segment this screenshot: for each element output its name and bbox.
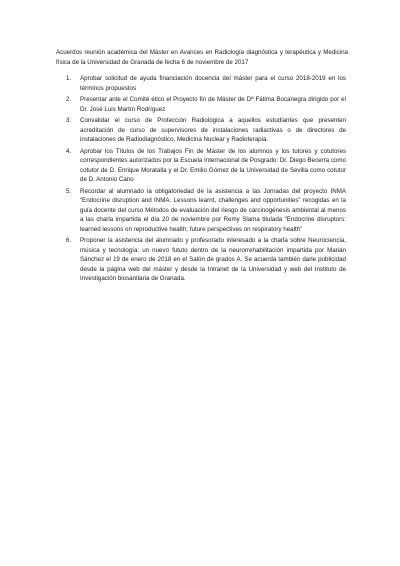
list-item-number: 4. [66,147,72,155]
list-item-text: Aprobar los Títulos de los Trabajos Fin de Máster de los alumnos y los tutores y cotutores correspondientes autorizados por la Escuela Internacional de Posgrado: Dr. Diego Becerra como cotutor de D. Enrique Moratalla y el Dr. Emilio Gómez de la Universidad de Sevilla como cotutor de D. Antonio Cano [80,147,346,183]
list-item-text: Proponer la asistencia del alumnado y profesorado interesado a la charla sobre Neurociencia, música y tecnología: un nuevo fututo dentro de la neurorrehabilitación impartida por Marián Sánchez el 19 de enero de 2018 en el Salón de grados A. Se acuerda también darle publicidad desde la página web del máster y desde la Intranet de la Universidad y web del Instituto de Investigación biosanitaria de Granada. [80,237,346,282]
list-item-text: Aprobar solicitud de ayuda financiación docencia del máster para el curso 2018-2019 en los términos propuestos [80,75,346,92]
list-item-number: 1. [66,75,72,82]
list-item-number: 6. [66,237,72,244]
list-item-number: 3. [66,117,72,124]
list-item-number: 2. [66,96,72,103]
list-item [56,187,346,235]
document-heading: Acuerdos reunión académica del Máster en Avances en Radiología diagnóstica y terapéutica y Medicina física de la Universidad de Granada de fecha 6 de noviembre de 2017 [56,49,348,66]
list-item-text: Recordar al alumnado la obligatoriedad de la asistencia a las Jornadas del proyecto INMA “Endocrine disruption and INMA: Lessons learnt, challenges and opportunities” recogidas en la guía docente del curso Métodos de evaluación del riesgo de carcinogénesis ambiental al menos a las charla impartida el día 20 de noviembre por Remy Slama titulada “Endocrine disruptors: learned lessons on reproductive health; future perspectives on respiratory health” [80,187,346,233]
list-item [56,95,346,114]
list-item [56,116,346,145]
list-item [56,74,346,93]
list-item-text: Convalidar el curso de Protección Radiológica a aquellos estudiantes que presenten acreditación de curso de supervisores de instalaciones radiactivas o de directores de instalaciones de Radiodiagnóstico, Medicina Nuclear y Radioterapia. [80,117,346,143]
list-item-text: Presentar ante el Comité ético el Proyecto fin de Máster de Dª Fátima Bocanegra dirigido por el Dr. José Luis Martín Rodríguez [80,96,346,113]
agreements-list [56,74,346,286]
list-item [56,236,346,284]
list-item [56,147,346,185]
list-item-number: 5. [66,187,72,195]
